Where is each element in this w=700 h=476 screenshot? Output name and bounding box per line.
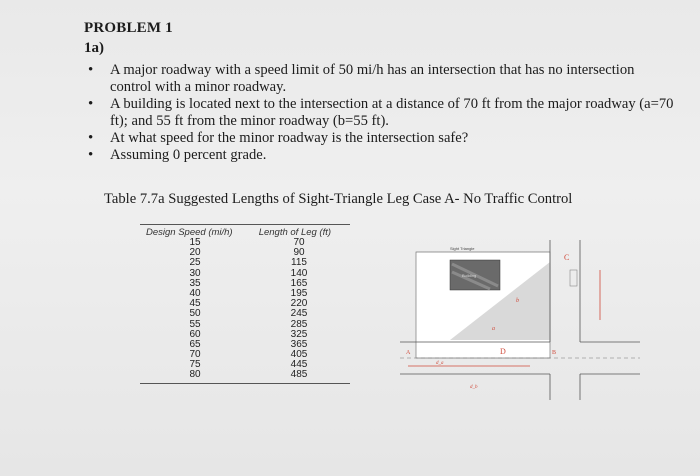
cell-design-speed: 50 [189,308,201,320]
cell-design-speed: 75 [189,359,201,371]
cell-length-of-leg: 140 [290,267,308,279]
cell-design-speed: 35 [189,277,201,289]
sight-triangle-table [140,224,350,384]
cell-design-speed: 65 [189,338,201,350]
cell-design-speed: 60 [189,328,201,340]
label-b-upper: b [516,298,519,304]
table-bottom-rule [140,383,350,384]
table-row [140,309,350,319]
table-row [140,330,350,340]
table-row [140,350,350,360]
table-row [140,320,350,330]
cell-design-speed: 15 [189,237,201,248]
label-d: D [500,347,506,356]
minor-road-vehicle [570,270,577,286]
table-caption: Table 7.7a Suggested Lengths of Sight-Triangle Leg Case A- No Traffic Control [104,191,573,207]
cell-length-of-leg: 70 [293,237,305,248]
label-capital-b: B [552,350,557,356]
table-row [140,299,350,309]
cell-design-speed: 80 [189,369,201,381]
cell-length-of-leg: 165 [290,277,308,289]
cell-length-of-leg: 245 [290,308,308,320]
sight-triangle-label: Sight Triangle [450,246,475,251]
label-da: d_a [436,361,444,366]
cell-design-speed: 40 [189,287,201,299]
cell-length-of-leg: 405 [290,349,308,361]
building-label: Building [462,273,477,278]
cell-length-of-leg: 115 [291,257,307,269]
cell-design-speed: 25 [189,257,201,269]
table-row [140,340,350,350]
cell-length-of-leg: 445 [290,359,308,371]
table-row [140,248,350,258]
label-capital-a: A [406,350,411,356]
cell-design-speed: 45 [189,298,201,310]
cell-design-speed: 70 [189,349,201,361]
bullet-item: • Assuming 0 percent grade. [88,147,678,164]
table-row [140,269,350,279]
label-db: d_b [470,385,478,390]
problem-part: 1a) [84,40,104,56]
table-body [140,238,350,381]
table-row [140,258,350,268]
table-row [140,289,350,299]
table-row [140,279,350,289]
cell-length-of-leg: 365 [290,338,308,350]
bullet-item: • At what speed for the minor roadway is the intersection safe? [88,130,678,147]
intersection-diagram [400,240,640,400]
table-row [140,360,350,370]
cell-length-of-leg: 220 [290,298,308,310]
cell-length-of-leg: 485 [290,369,308,381]
table-row [140,370,350,380]
cell-length-of-leg: 195 [290,287,308,299]
bullet-item: • A building is located next to the intersection at a distance of 70 ft from the major roadway (a=70 ft); and 55 ft from the minor roadway (b=55 ft). [88,96,678,130]
label-c: C [564,253,570,262]
problem-title: PROBLEM 1 [84,20,173,36]
header-design-speed: Design Speed (mi/h) [146,227,233,238]
cell-design-speed: 20 [189,247,201,259]
bullet-item: • A major roadway with a speed limit of 50 mi/h has an intersection that has no intersection control with a minor roadway. [88,62,678,96]
table-row [140,238,350,248]
table-header [140,225,350,238]
label-a: a [492,326,495,332]
cell-length-of-leg: 90 [293,247,305,259]
cell-length-of-leg: 325 [290,328,308,340]
cell-design-speed: 55 [189,318,201,330]
cell-length-of-leg: 285 [290,318,308,330]
problem-bullets [88,62,678,164]
header-length-of-leg: Length of Leg (ft) [258,227,332,238]
cell-design-speed: 30 [189,267,201,279]
